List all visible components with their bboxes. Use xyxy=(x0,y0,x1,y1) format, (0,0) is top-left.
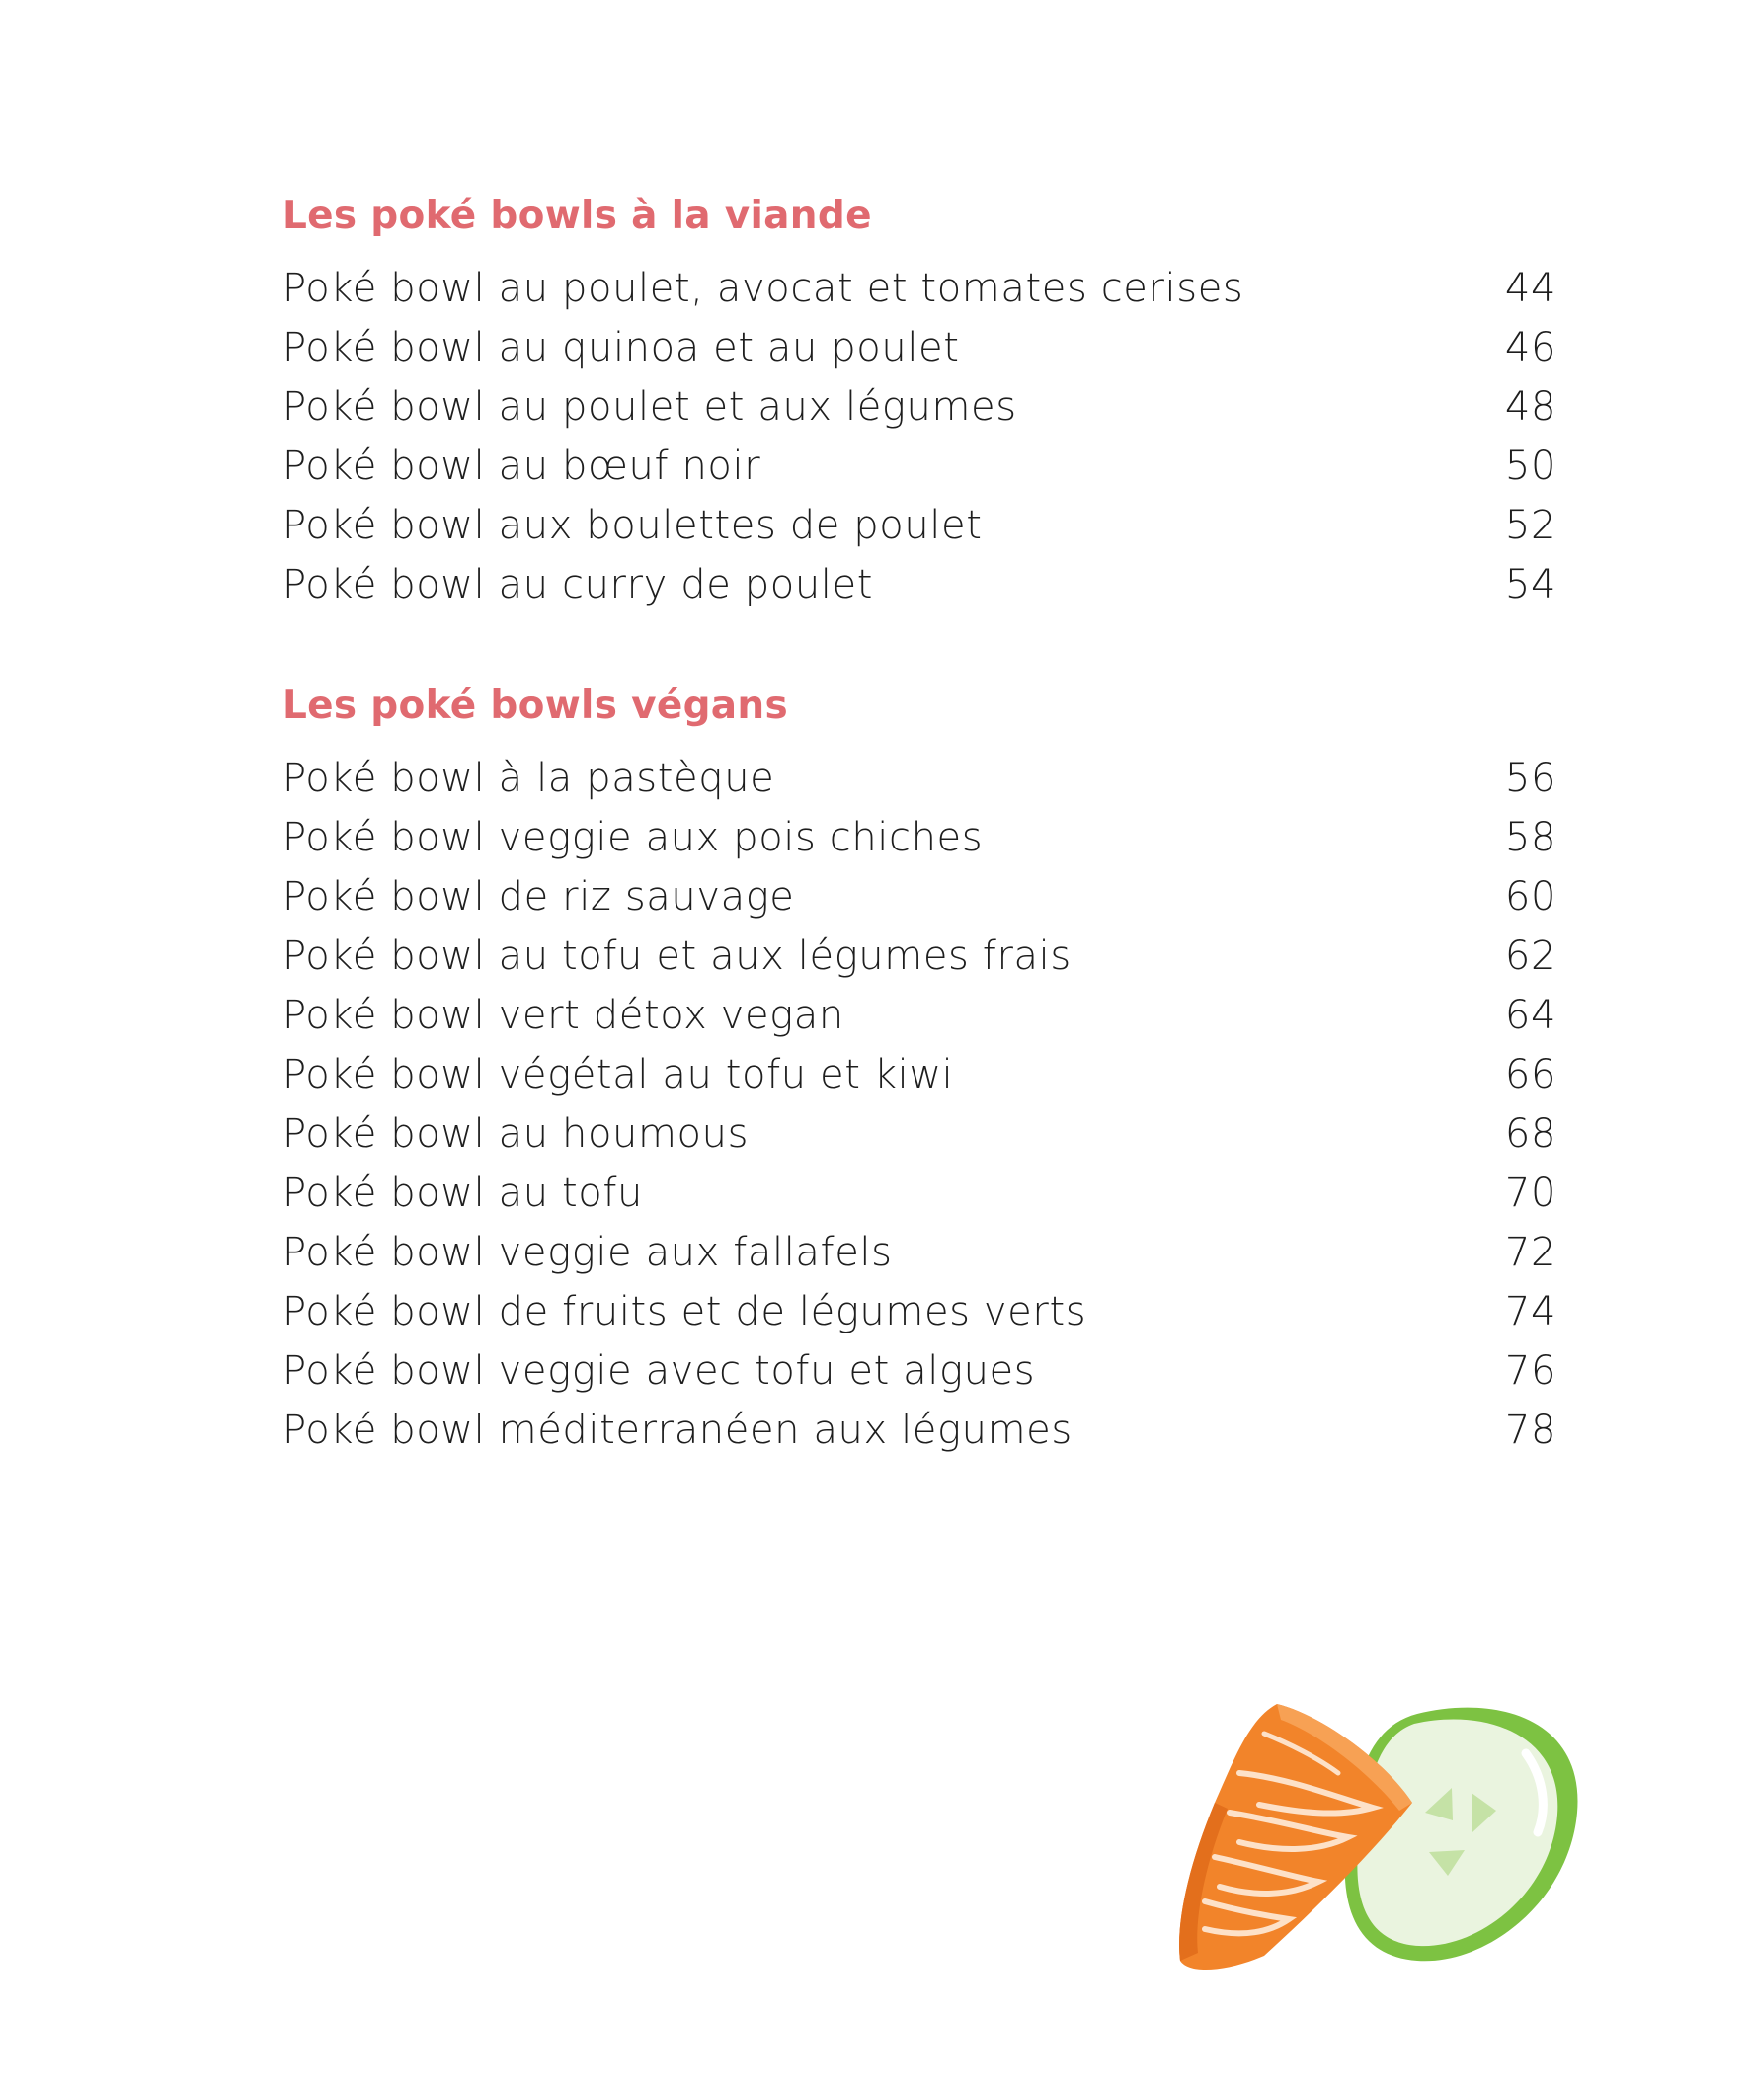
page-number: 56 xyxy=(1504,756,1556,801)
toc-entry[interactable] xyxy=(282,1341,1556,1401)
entry-label: Poké bowl au quinoa et au poulet xyxy=(282,325,960,370)
entry-list xyxy=(282,749,1556,1460)
page-number: 66 xyxy=(1504,1052,1556,1097)
page-number: 60 xyxy=(1504,874,1556,920)
page-number: 52 xyxy=(1504,503,1556,548)
toc-entry[interactable] xyxy=(282,259,1556,318)
page-number: 46 xyxy=(1504,325,1556,370)
toc-entry[interactable] xyxy=(282,377,1556,437)
entry-label: Poké bowl vert détox vegan xyxy=(282,993,844,1038)
entry-label: Poké bowl méditerranéen aux légumes xyxy=(282,1408,1073,1453)
entry-label: Poké bowl au poulet et aux légumes xyxy=(282,384,1017,430)
toc-entry[interactable] xyxy=(282,1223,1556,1282)
page-number: 64 xyxy=(1504,993,1556,1038)
page-number: 58 xyxy=(1504,815,1556,860)
table-of-contents xyxy=(282,188,1556,1460)
entry-label: Poké bowl végétal au tofu et kiwi xyxy=(282,1052,954,1097)
toc-section-meat xyxy=(282,188,1556,614)
entry-label: Poké bowl aux boulettes de poulet xyxy=(282,503,983,548)
toc-entry[interactable] xyxy=(282,986,1556,1045)
page-number: 72 xyxy=(1504,1230,1556,1275)
entry-label: Poké bowl à la pastèque xyxy=(282,756,775,801)
page-number: 48 xyxy=(1504,384,1556,430)
page-number: 70 xyxy=(1504,1171,1556,1216)
page-number: 62 xyxy=(1504,933,1556,979)
entry-label: Poké bowl au tofu et aux légumes frais xyxy=(282,933,1072,979)
page-number: 78 xyxy=(1504,1408,1556,1453)
entry-label: Poké bowl de fruits et de légumes verts xyxy=(282,1289,1087,1334)
section-title: Les poké bowls végans xyxy=(282,684,789,728)
toc-entry[interactable] xyxy=(282,1164,1556,1223)
entry-label: Poké bowl veggie aux pois chiches xyxy=(282,815,984,860)
toc-entry[interactable] xyxy=(282,437,1556,496)
page-number: 54 xyxy=(1504,562,1556,607)
toc-entry[interactable] xyxy=(282,555,1556,614)
entry-list xyxy=(282,259,1556,614)
toc-entry[interactable] xyxy=(282,749,1556,808)
toc-entry[interactable] xyxy=(282,1282,1556,1341)
page-number: 44 xyxy=(1504,266,1556,311)
toc-entry[interactable] xyxy=(282,1104,1556,1164)
entry-label: Poké bowl au curry de poulet xyxy=(282,562,873,607)
food-illustration xyxy=(1170,1694,1605,1980)
entry-label: Poké bowl veggie aux fallafels xyxy=(282,1230,893,1275)
page-number: 50 xyxy=(1504,444,1556,489)
entry-label: Poké bowl veggie avec tofu et algues xyxy=(282,1348,1036,1394)
page-number: 74 xyxy=(1504,1289,1556,1334)
entry-label: Poké bowl de riz sauvage xyxy=(282,874,795,920)
entry-label: Poké bowl au houmous xyxy=(282,1111,750,1157)
page-number: 68 xyxy=(1504,1111,1556,1157)
toc-section-vegan xyxy=(282,678,1556,1460)
toc-entry[interactable] xyxy=(282,927,1556,986)
toc-entry[interactable] xyxy=(282,1045,1556,1104)
entry-label: Poké bowl au poulet, avocat et tomates cerises xyxy=(282,266,1244,311)
section-title: Les poké bowls à la viande xyxy=(282,194,872,238)
entry-label: Poké bowl au tofu xyxy=(282,1171,644,1216)
entry-label: Poké bowl au bœuf noir xyxy=(282,444,761,489)
toc-entry[interactable] xyxy=(282,808,1556,867)
toc-entry[interactable] xyxy=(282,867,1556,927)
page-number: 76 xyxy=(1504,1348,1556,1394)
toc-entry[interactable] xyxy=(282,496,1556,555)
toc-entry[interactable] xyxy=(282,1401,1556,1460)
toc-entry[interactable] xyxy=(282,318,1556,377)
